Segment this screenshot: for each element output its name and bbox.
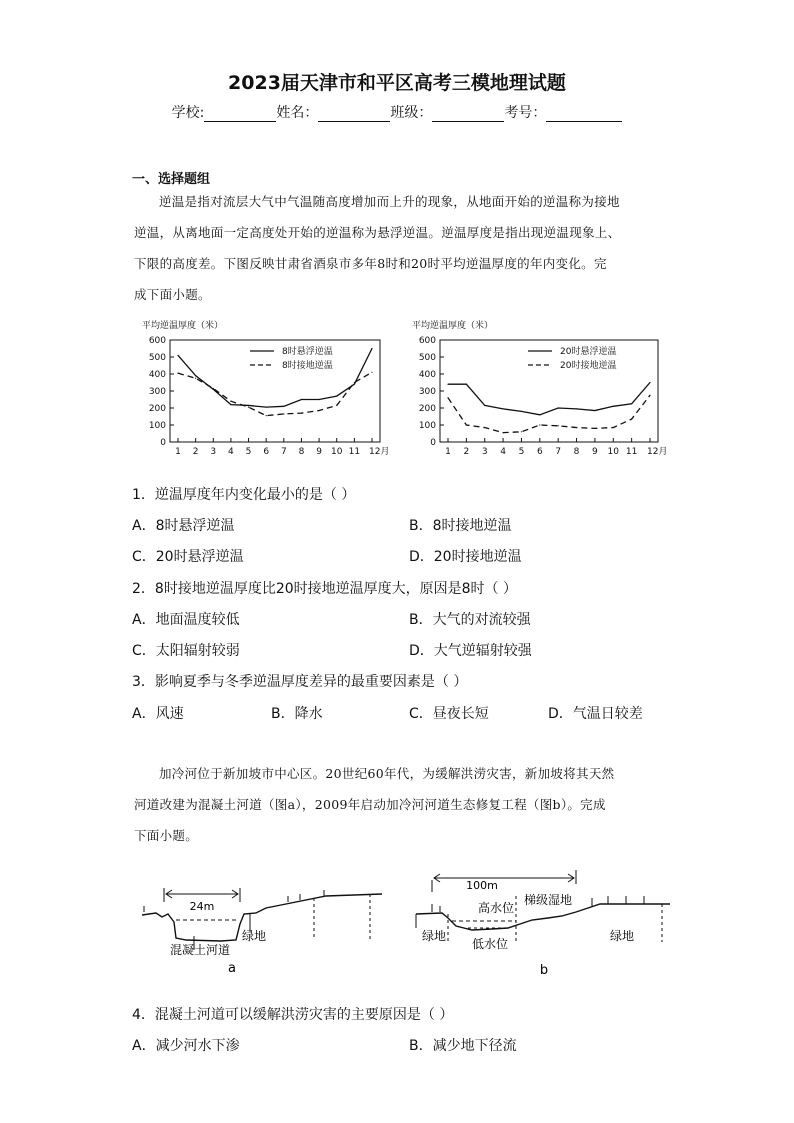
question-3-stem: 3．影响夏季与冬季逆温厚度差异的最重要因素是（ ） xyxy=(132,674,468,690)
chart-ytick-label: 100 xyxy=(418,421,436,431)
school-label: 学校: xyxy=(171,105,205,121)
figure-b-green-left-label: 绿地 xyxy=(422,929,447,943)
question-1-option-c[interactable]: C．20时悬浮逆温 xyxy=(132,549,244,565)
section-title: 一、选择题组 xyxy=(132,172,211,187)
chart-point xyxy=(177,373,178,374)
chart-point xyxy=(248,405,249,406)
chart-xtick-label: 4 xyxy=(500,447,506,457)
figure-b-caption: b xyxy=(539,963,549,978)
id-label: 考号： xyxy=(504,105,547,121)
chart-point xyxy=(466,384,467,385)
class-blank[interactable] xyxy=(432,107,504,122)
legend-label-1: 20时悬浮逆温 xyxy=(560,347,617,357)
chart-point xyxy=(649,395,650,396)
chart-point xyxy=(521,411,522,412)
figure-b-green-right-label: 绿地 xyxy=(610,929,635,943)
class-label: 班级： xyxy=(390,105,433,121)
question-3-option-d[interactable]: D．气温日较差 xyxy=(548,706,643,722)
question-1-option-b[interactable]: B．8时接地逆温 xyxy=(409,518,512,534)
chart-xtick-label: 2 xyxy=(463,447,470,457)
chart-point xyxy=(230,401,231,402)
chart-point xyxy=(631,418,632,419)
chart-xtick-label: 4 xyxy=(228,447,234,457)
chart-xtick-label: 6 xyxy=(263,447,270,457)
figure-b-terrace-label: 梯级湿地 xyxy=(524,893,573,907)
chart-series-line-2 xyxy=(448,395,650,432)
chart-8h-inversion xyxy=(138,316,400,462)
chart-xtick-label: 2 xyxy=(192,447,199,457)
question-1-option-d[interactable]: D．20时接地逆温 xyxy=(409,549,522,565)
question-4-option-b[interactable]: B．减少地下径流 xyxy=(409,1038,517,1054)
chart-xtick-label: 12月 xyxy=(369,447,390,457)
chart-series-line-2 xyxy=(178,372,372,415)
chart-point xyxy=(301,413,302,414)
chart-point xyxy=(230,404,231,405)
figure-a-caption: a xyxy=(228,961,236,976)
figure-b-width-label: 100m xyxy=(466,879,498,892)
chart-point xyxy=(195,375,196,376)
chart-xtick-label: 9 xyxy=(316,447,322,457)
chart-point xyxy=(447,397,448,398)
chart-point xyxy=(558,425,559,426)
chart-point xyxy=(649,382,650,383)
chart-point xyxy=(318,410,319,411)
passage-2 xyxy=(134,758,690,851)
chart-point xyxy=(466,424,467,425)
chart-xtick-label: 7 xyxy=(555,447,562,457)
chart-ytick-label: 600 xyxy=(418,336,436,346)
chart-point xyxy=(283,406,284,407)
chart-ytick-label: 0 xyxy=(160,438,166,448)
chart-xtick-label: 7 xyxy=(280,447,287,457)
chart-point xyxy=(484,405,485,406)
chart-point xyxy=(484,427,485,428)
figure-a-green-label: 绿地 xyxy=(242,929,267,943)
chart-point xyxy=(177,355,178,356)
chart-point xyxy=(502,432,503,433)
chart-point xyxy=(521,431,522,432)
figure-b-low-water-label: 低水位 xyxy=(472,937,509,951)
chart-point xyxy=(213,388,214,389)
chart-ytick-label: 0 xyxy=(430,438,436,448)
chart-point xyxy=(266,415,267,416)
figure-a-concrete-channel xyxy=(136,880,386,980)
chart-point xyxy=(283,413,284,414)
chart-point xyxy=(502,408,503,409)
chart-point xyxy=(447,384,448,385)
chart-point xyxy=(301,399,302,400)
question-3-option-c[interactable]: C．昼夜长短 xyxy=(409,706,489,722)
chart-point xyxy=(539,424,540,425)
question-2-option-d[interactable]: D．大气逆辐射较强 xyxy=(409,643,532,659)
chart-xtick-label: 5 xyxy=(245,447,252,457)
name-blank[interactable] xyxy=(318,107,390,122)
chart-point xyxy=(195,378,196,379)
chart-point xyxy=(371,348,372,349)
chart-series-line-1 xyxy=(448,383,650,415)
question-1-option-a[interactable]: A．8时悬浮逆温 xyxy=(132,518,235,534)
chart-point xyxy=(631,403,632,404)
chart-ytick-label: 500 xyxy=(418,353,436,363)
question-2-stem: 2．8时接地逆温厚度比20时接地逆温厚度大，原因是8时（ ） xyxy=(132,581,517,597)
chart-ylabel: 平均逆温厚度（米） xyxy=(412,321,494,331)
chart-point xyxy=(576,427,577,428)
passage-1-line: 逆温，从离地面一定高度处开始的逆温称为悬浮逆温。逆温厚度是指出现逆温现象上、 xyxy=(134,225,621,240)
chart-ytick-label: 400 xyxy=(418,370,436,380)
chart-point xyxy=(371,372,372,373)
chart-frame xyxy=(170,340,380,442)
chart-point xyxy=(594,410,595,411)
chart-xtick-label: 5 xyxy=(518,447,525,457)
chart-xtick-label: 6 xyxy=(536,447,543,457)
chart-ylabel: 平均逆温厚度（米） xyxy=(142,321,224,331)
chart-point xyxy=(336,405,337,406)
chart-ytick-label: 300 xyxy=(418,387,436,397)
chart-xtick-label: 8 xyxy=(298,447,305,457)
chart-point xyxy=(576,408,577,409)
legend-label-1: 8时悬浮逆温 xyxy=(282,347,333,357)
question-4-stem: 4．混凝土河道可以缓解洪涝灾害的主要原因是（ ） xyxy=(132,1007,454,1023)
chart-ytick-label: 200 xyxy=(418,404,436,414)
chart-ytick-label: 400 xyxy=(148,370,166,380)
passage-2-line: 加冷河位于新加坡市中心区。20世纪60年代，为缓解洪涝灾害，新加坡将其天然 xyxy=(159,766,615,781)
id-blank[interactable] xyxy=(546,107,622,122)
question-1-stem: 1．逆温厚度年内变化最小的是（ ） xyxy=(132,487,356,503)
chart-xtick-label: 11 xyxy=(625,447,638,457)
page-title: 2023届天津市和平区高考三模地理试题 xyxy=(228,72,566,94)
chart-point xyxy=(336,396,337,397)
chart-point xyxy=(558,407,559,408)
passage-1 xyxy=(134,186,690,310)
passage-1-line: 下限的高度差。下图反映甘肃省酒泉市多年8时和20时平均逆温厚度的年内变化。完 xyxy=(134,256,607,271)
figure-a-channel-label: 混凝土河道 xyxy=(170,943,231,957)
chart-point xyxy=(354,384,355,385)
question-2-option-c[interactable]: C．太阳辐射较弱 xyxy=(132,643,240,659)
chart-point xyxy=(539,414,540,415)
passage-2-line: 下面小题。 xyxy=(134,828,199,843)
question-2-option-a[interactable]: A．地面温度较低 xyxy=(132,612,240,628)
legend-label-2: 8时接地逆温 xyxy=(282,361,333,371)
chart-xtick-label: 11 xyxy=(348,447,361,457)
chart-point xyxy=(594,428,595,429)
school-blank[interactable] xyxy=(204,107,276,122)
chart-point xyxy=(266,407,267,408)
passage-1-line: 成下面小题。 xyxy=(134,287,211,302)
name-label: 姓名： xyxy=(276,105,319,121)
chart-xtick-label: 1 xyxy=(175,447,181,457)
chart-ytick-label: 500 xyxy=(148,353,166,363)
chart-xtick-label: 10 xyxy=(331,447,343,457)
chart-xtick-label: 3 xyxy=(481,447,488,457)
question-2-option-b[interactable]: B．大气的对流较强 xyxy=(409,612,531,628)
chart-ytick-label: 200 xyxy=(148,404,166,414)
chart-ytick-label: 600 xyxy=(148,336,166,346)
chart-xtick-label: 3 xyxy=(210,447,217,457)
question-3-option-a[interactable]: A．风速 xyxy=(132,706,184,722)
chart-20h-inversion xyxy=(408,316,678,462)
chart-point xyxy=(248,407,249,408)
chart-xtick-label: 9 xyxy=(592,447,598,457)
passage-2-line: 河道改建为混凝土河道（图a），2009年启动加冷河河道生态修复工程（图b）。完成 xyxy=(134,797,606,812)
chart-xtick-label: 12月 xyxy=(647,447,668,457)
legend-label-2: 20时接地逆温 xyxy=(560,361,617,371)
figure-b-high-water-label: 高水位 xyxy=(478,901,515,915)
chart-point xyxy=(613,406,614,407)
chart-xtick-label: 1 xyxy=(445,447,451,457)
question-3-option-b[interactable]: B．降水 xyxy=(271,706,323,722)
chart-xtick-label: 10 xyxy=(607,447,619,457)
chart-series-line-1 xyxy=(178,349,372,408)
chart-point xyxy=(354,382,355,383)
chart-point xyxy=(613,427,614,428)
figure-b-ecological-river xyxy=(412,866,676,982)
chart-ytick-label: 100 xyxy=(148,421,166,431)
passage-1-line: 逆温是指对流层大气中气温随高度增加而上升的现象，从地面开始的逆温称为接地 xyxy=(159,194,620,209)
figure-a-width-label: 24m xyxy=(189,900,215,913)
chart-ytick-label: 300 xyxy=(148,387,166,397)
chart-point xyxy=(318,399,319,400)
chart-xtick-label: 8 xyxy=(573,447,580,457)
student-info-line xyxy=(0,102,794,122)
question-4-option-a[interactable]: A．减少河水下渗 xyxy=(132,1038,240,1054)
